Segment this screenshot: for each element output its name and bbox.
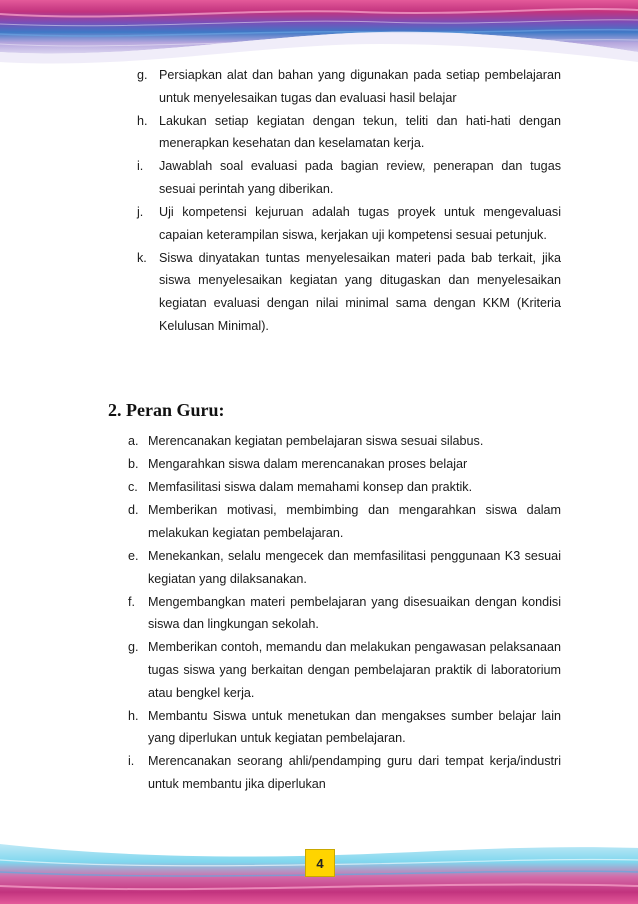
list-item-text: Jawablah soal evaluasi pada bagian review, penerapan dan tugas sesuai perintah yang diberikan. (159, 159, 561, 196)
list-item-text: Memfasilitasi siswa dalam memahami konsep dan praktik. (148, 480, 473, 495)
list-item-text: Persiapkan alat dan bahan yang digunakan pada setiap pembelajaran untuk menyelesaikan tugas dan evaluasi hasil belajar (159, 68, 561, 105)
list-item (128, 430, 561, 453)
list-marker: g. (128, 640, 139, 655)
list-marker: e. (128, 548, 139, 563)
list-marker: k. (137, 250, 147, 265)
list-item (128, 545, 561, 590)
list-item (128, 499, 561, 544)
list-item (128, 750, 561, 795)
list-marker: b. (128, 457, 139, 472)
list-marker: c. (128, 480, 138, 495)
list-item-text: Membantu Siswa untuk menetukan dan mengakses sumber belajar lain yang diperlukan untuk kegiatan pembelajaran. (148, 708, 561, 746)
list-marker: i. (137, 159, 144, 174)
list-marker: a. (128, 434, 139, 448)
list-item (128, 453, 561, 476)
list-item-text: Menekankan, selalu mengecek dan memfasilitasi penggunaan K3 sesuai kegiatan yang dilaksanakan. (148, 548, 561, 586)
list-item (128, 705, 561, 750)
list-marker: d. (128, 503, 139, 518)
list-item (128, 636, 561, 704)
list-item-text: Merencanakan kegiatan pembelajaran siswa sesuai silabus. (148, 434, 484, 448)
list-item-text: Lakukan setiap kegiatan dengan tekun, teliti dan hati-hati dengan menerapkan kesehatan dan keselamatan kerja. (159, 113, 561, 151)
teacher-role-list (128, 430, 561, 796)
list-item (137, 201, 561, 246)
list-item (137, 247, 561, 337)
list-item-text: Memberikan contoh, memandu dan melakukan pengawasan pelaksanaan tugas siswa yang berkaitan dengan pembelajaran praktik di laboratorium atau bengkel kerja. (148, 640, 561, 700)
list-item-text: Uji kompetensi kejuruan adalah tugas proyek untuk mengevaluasi capaian keterampilan siswa, kerjakan uji kompetensi sesuai petunjuk. (159, 205, 561, 242)
list-marker: i. (128, 754, 135, 769)
list-item-text: Mengembangkan materi pembelajaran yang disesuaikan dengan kondisi siswa dan lingkungan sekolah. (148, 594, 561, 632)
list-item-text: Mengarahkan siswa dalam merencanakan proses belajar (148, 457, 468, 472)
header-wave-graphic (0, 0, 638, 72)
list-marker: f. (128, 594, 135, 609)
list-item-text: Siswa dinyatakan tuntas menyelesaikan materi pada bab terkait, jika siswa menyelesaikan kegiatan yang ditugaskan dan menyelesaikan kegiatan evaluasi dengan nilai minimal sama dengan KKM (Kriteria Kelulusan Minimal). (159, 250, 561, 333)
list-item (128, 591, 561, 636)
list-marker: h. (137, 113, 148, 128)
list-item-text: Merencanakan seorang ahli/pendamping guru dari tempat kerja/industri untuk membantu jika diperlukan (148, 754, 561, 791)
list-item (137, 64, 561, 109)
list-marker: g. (137, 68, 148, 82)
section-heading: 2. Peran Guru: (108, 400, 225, 420)
list-marker: j. (137, 205, 144, 220)
list-marker: h. (128, 708, 139, 723)
page-number-badge (305, 849, 335, 877)
list-item-text: Memberikan motivasi, membimbing dan mengarahkan siswa dalam melakukan kegiatan pembelajaran. (148, 503, 561, 540)
list-item (137, 155, 561, 200)
header-wave-band (0, 0, 638, 72)
list-item (137, 110, 561, 155)
list-item (128, 476, 561, 499)
page-number: 4 (316, 855, 324, 871)
student-instructions-list (137, 64, 561, 338)
